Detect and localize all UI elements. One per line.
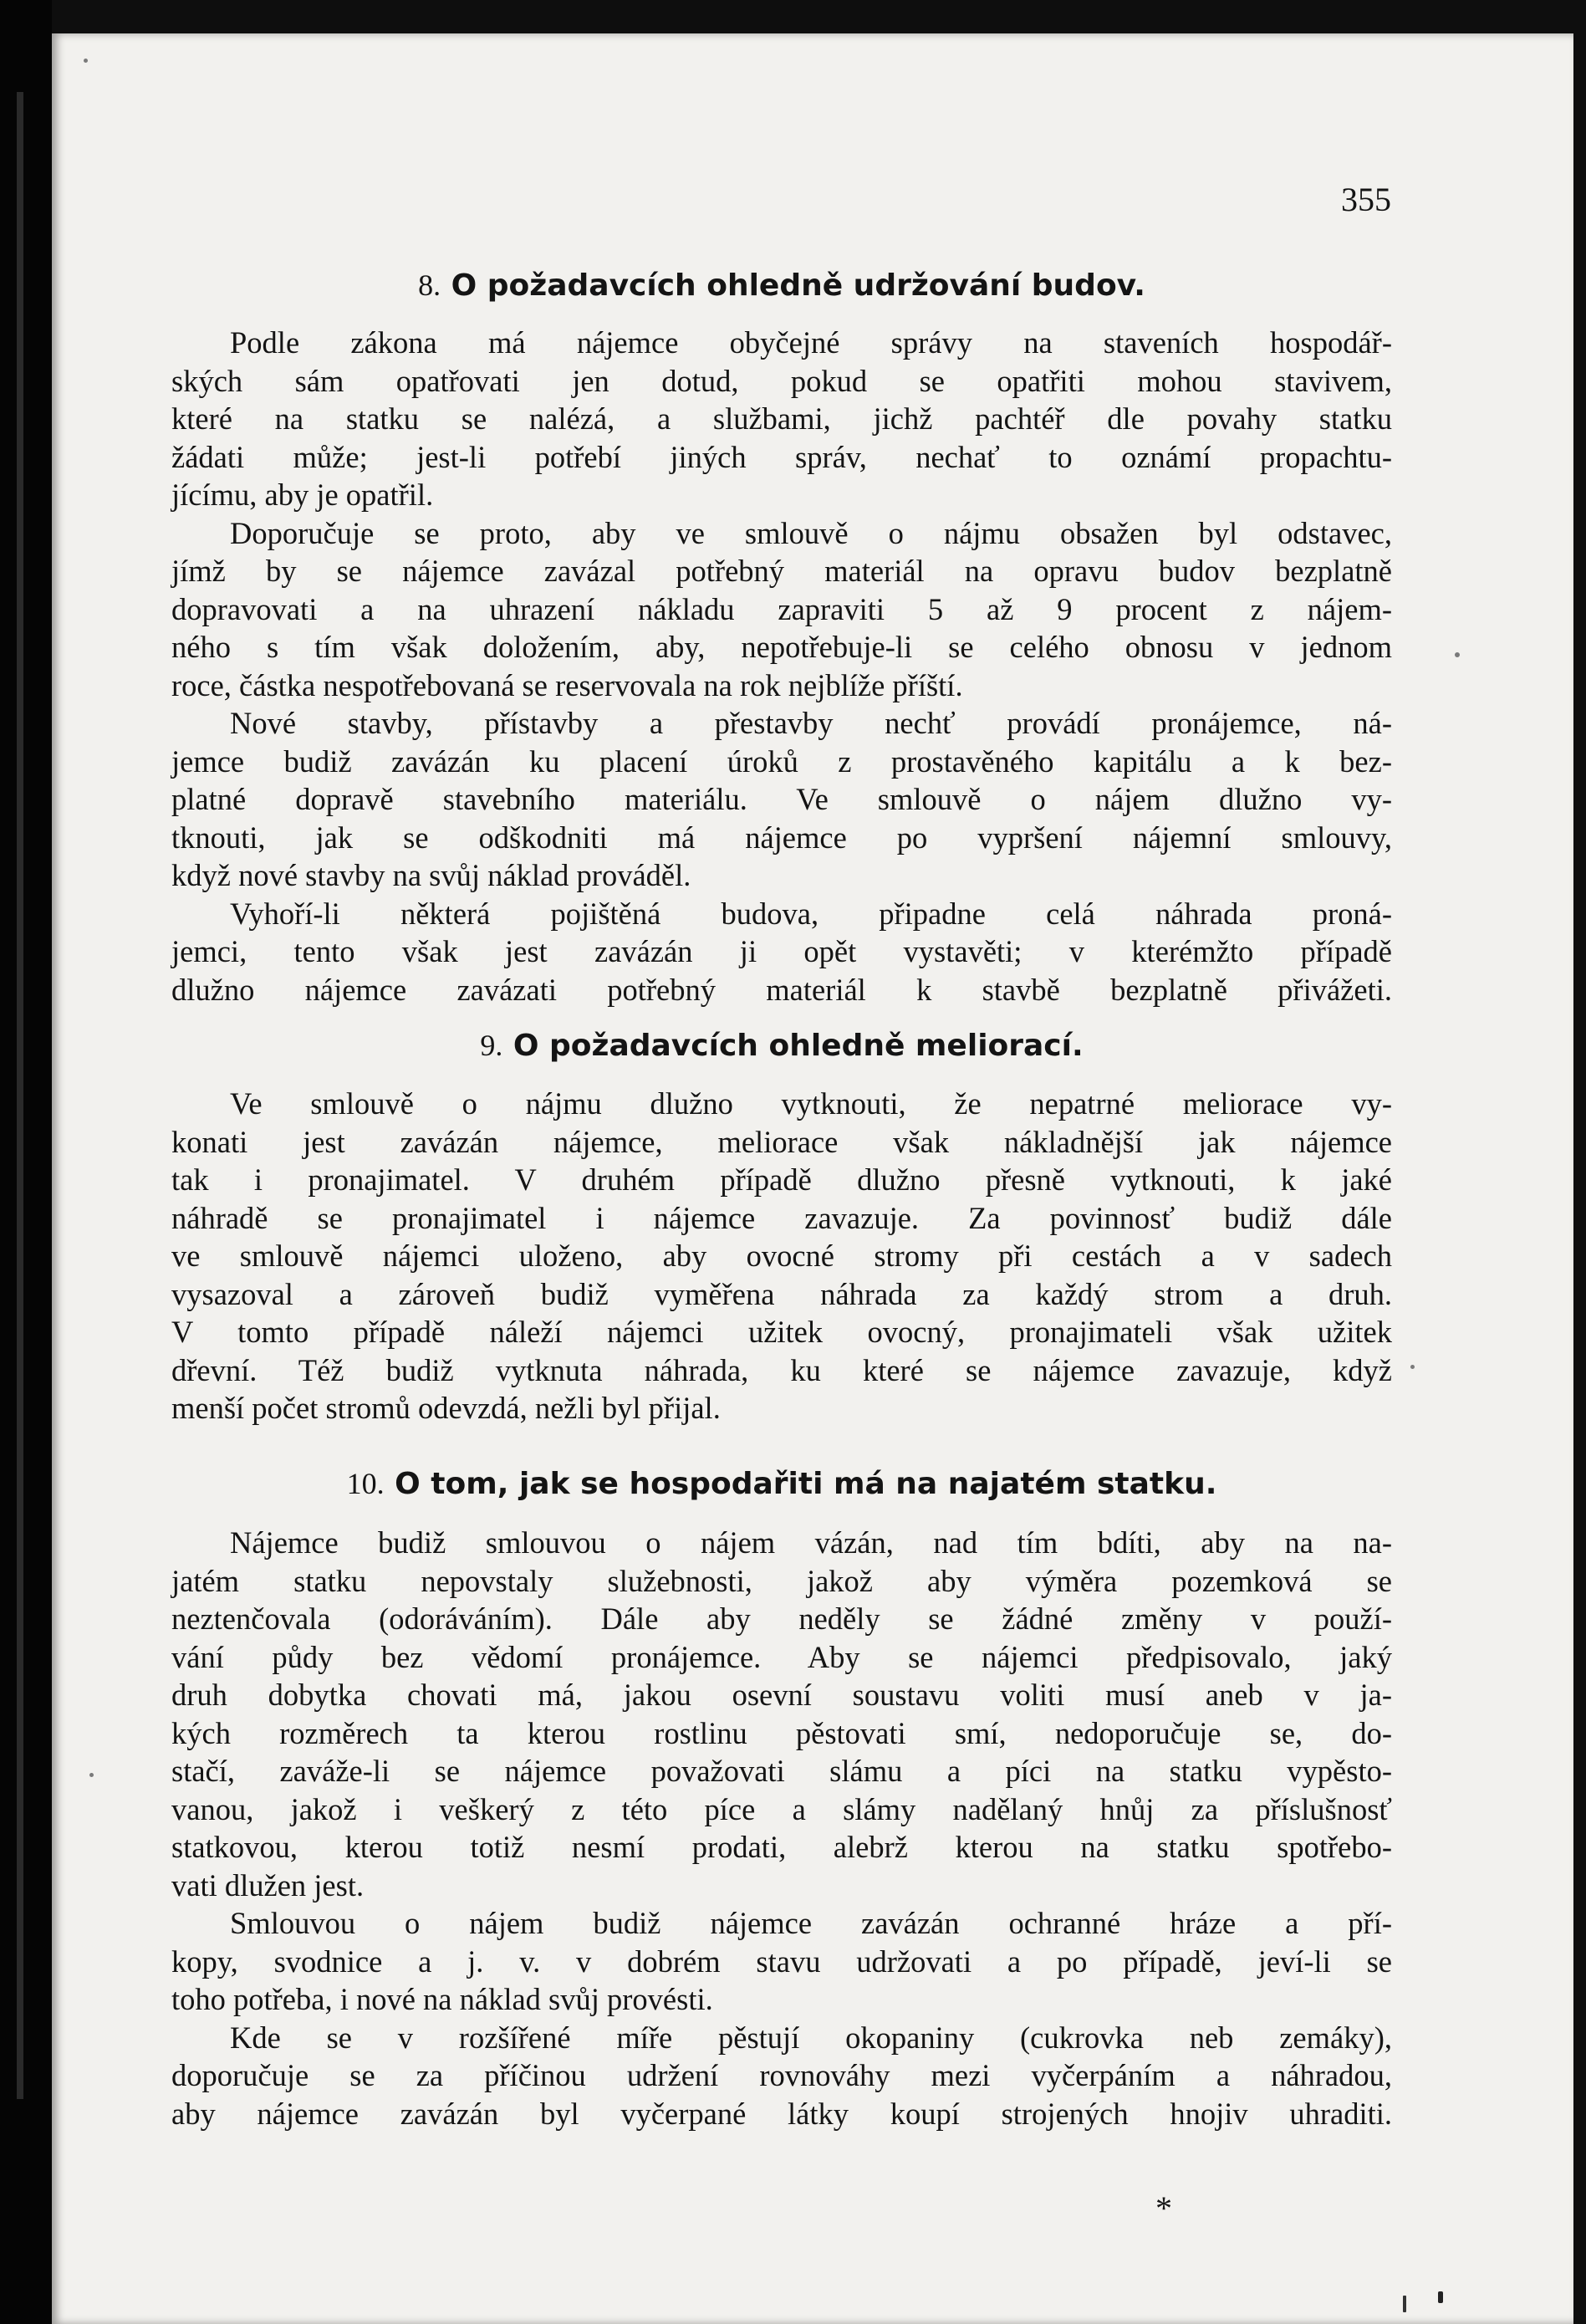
section-8-heading — [171, 268, 1392, 303]
text-line: vanou, jakož i veškerý z této píce a slámy nadělaný hnůj za příslušnosť — [171, 1791, 1392, 1826]
text-line: menší počet stromů odevzdá, nežli byl přijal. — [171, 1391, 721, 1425]
section-title: O požadavcích ohledně udržování budov. — [451, 268, 1145, 303]
scan-speck — [1410, 1365, 1415, 1369]
spine-edge — [17, 92, 23, 2099]
text-line: statkovou, kterou totiž nesmí prodati, alebrž kterou na statku spotřebo- — [171, 1830, 1392, 1864]
text-line: jemce budiž zavázán ku placení úroků z prostavěného kapitálu a k bez- — [171, 743, 1392, 779]
section-8-body — [171, 324, 1392, 1009]
text-line: Vyhoří-li některá pojištěná budova, připadne celá náhrada proná- — [230, 896, 1392, 931]
section-number: 9. — [480, 1029, 503, 1062]
text-line: kých rozměrech ta kterou rostlinu pěstovati smí, nedoporučuje se, do- — [171, 1715, 1392, 1750]
section-number: 10. — [346, 1467, 385, 1500]
text-line: toho potřeba, i nové na náklad svůj provésti. — [171, 1982, 713, 2016]
text-line: roce, částka nespotřebovaná se reservovala na rok nejblíže příští. — [171, 667, 963, 702]
text-line: vati dlužen jest. — [171, 1867, 365, 1903]
text-line: dlužno nájemce zavázati potřebný materiál k stavbě bezplatně přivážeti. — [171, 972, 1392, 1007]
text-line: tak i pronajimatel. V druhém případě dlužno přesně vytknouti, k jaké — [171, 1162, 1392, 1197]
text-line: kopy, svodnice a j. v. v dobrém stavu udržovati a po případě, jeví-li se — [171, 1943, 1392, 1979]
text-line: vysazoval a zároveň budiž vyměřena náhrada za každý strom a druh. — [171, 1276, 1392, 1311]
text-line: neztenčovala (odoráváním). Dále aby neděly se žádné změny v použí- — [171, 1601, 1392, 1636]
section-9-body — [171, 1085, 1392, 1428]
text-line: V tomto případě náleží nájemci užitek ovocný, pronajimateli však užitek — [171, 1315, 1392, 1349]
section-number: 8. — [418, 268, 441, 302]
text-line: Podle zákona má nájemce obyčejné správy na staveních hospodář- — [230, 325, 1392, 360]
text-line: jemci, tento však jest zavázán ji opět vystavěti; v kterémžto případě — [171, 934, 1392, 968]
text-line: žádati může; jest-li potřebí jiných správ, nechať to oznámí propachtu- — [171, 439, 1392, 474]
text-line: ských sám opatřovati jen dotud, pokud se opatřiti mohou stavivem, — [171, 363, 1392, 398]
text-line: jatém statku nepovstaly služebnosti, jakož aby výměra pozemková se — [171, 1563, 1392, 1598]
section-title: O požadavcích ohledně meliorací. — [513, 1029, 1084, 1063]
text-line: když nové stavby na svůj náklad prováděl. — [171, 858, 691, 892]
section-title: O tom, jak se hospodařiti má na najatém statku. — [395, 1467, 1217, 1501]
text-line: jícímu, aby je opatřil. — [171, 478, 434, 512]
text-line: Nové stavby, přístavby a přestavby nechť provádí pronájemce, ná- — [230, 706, 1392, 740]
text-line: aby nájemce zavázán byl vyčerpané látky koupí strojených hnojiv uhraditi. — [171, 2096, 1392, 2131]
text-line: platné dopravě stavebního materiálu. Ve smlouvě o nájem dlužno vy- — [171, 782, 1392, 816]
text-line: Smlouvou o nájem budiž nájemce zavázán ochranné hráze a pří- — [230, 1906, 1392, 1940]
scanned-page — [52, 33, 1573, 2324]
text-line: doporučuje se za příčinou udržení rovnováhy mezi vyčerpáním a náhradou, — [171, 2058, 1392, 2092]
scan-speck — [84, 59, 88, 63]
text-line: které na statku se nalézá, a službami, jichž pachtéř dle povahy statku — [171, 401, 1392, 436]
scan-mark — [1438, 2291, 1443, 2303]
text-line: konati jest zavázán nájemce, meliorace však nákladnější jak nájemce — [171, 1124, 1392, 1159]
footer-asterisk: * — [1155, 2189, 1172, 2227]
text-line: Nájemce budiž smlouvou o nájem vázán, nad tím bdíti, aby na na- — [230, 1525, 1392, 1560]
text-line: náhradě se pronajimatel i nájemce zavazuje. Za povinnosť budiž dále — [171, 1200, 1392, 1235]
text-line: tknouti, jak se odškodniti má nájemce po vypršení nájemní smlouvy, — [171, 820, 1392, 855]
text-line: dřevní. Též budiž vytknuta náhrada, ku které se nájemce zavazuje, když — [171, 1352, 1392, 1387]
text-line: stačí, zaváže-li se nájemce považovati slámu a píci na statku vypěsto- — [171, 1754, 1392, 1788]
text-line: vání půdy bez vědomí pronájemce. Aby se nájemci předpisovalo, jaký — [171, 1639, 1392, 1674]
scan-mark — [1403, 2296, 1406, 2312]
book-spine-shadow — [0, 0, 52, 2324]
section-9-heading — [171, 1028, 1392, 1063]
text-line: dopravovati a na uhrazení nákladu zapraviti 5 až 9 procent z nájem- — [171, 591, 1392, 626]
text-line: ve smlouvě nájemci uloženo, aby ovocné stromy při cestách a v sadech — [171, 1239, 1392, 1273]
section-10-body — [171, 1524, 1392, 2132]
page-number: 355 — [1341, 181, 1391, 218]
scan-speck — [1455, 652, 1460, 657]
text-line: druh dobytka chovati má, jakou osevní soustavu voliti musí aneb v ja- — [171, 1678, 1392, 1712]
text-line: Kde se v rozšířené míře pěstují okopaniny (cukrovka neb zemáky), — [230, 2020, 1392, 2055]
text-line: ného s tím však doložením, aby, nepotřebuje-li se celého obnosu v jednom — [171, 630, 1392, 664]
text-line: jímž by se nájemce zavázal potřebný materiál na opravu budov bezplatně — [171, 554, 1392, 588]
text-line: Ve smlouvě o nájmu dlužno vytknouti, že nepatrné meliorace vy- — [230, 1086, 1392, 1121]
section-10-heading — [171, 1466, 1392, 1501]
text-line: Doporučuje se proto, aby ve smlouvě o nájmu obsažen byl odstavec, — [230, 515, 1392, 550]
scan-speck — [89, 1773, 94, 1777]
